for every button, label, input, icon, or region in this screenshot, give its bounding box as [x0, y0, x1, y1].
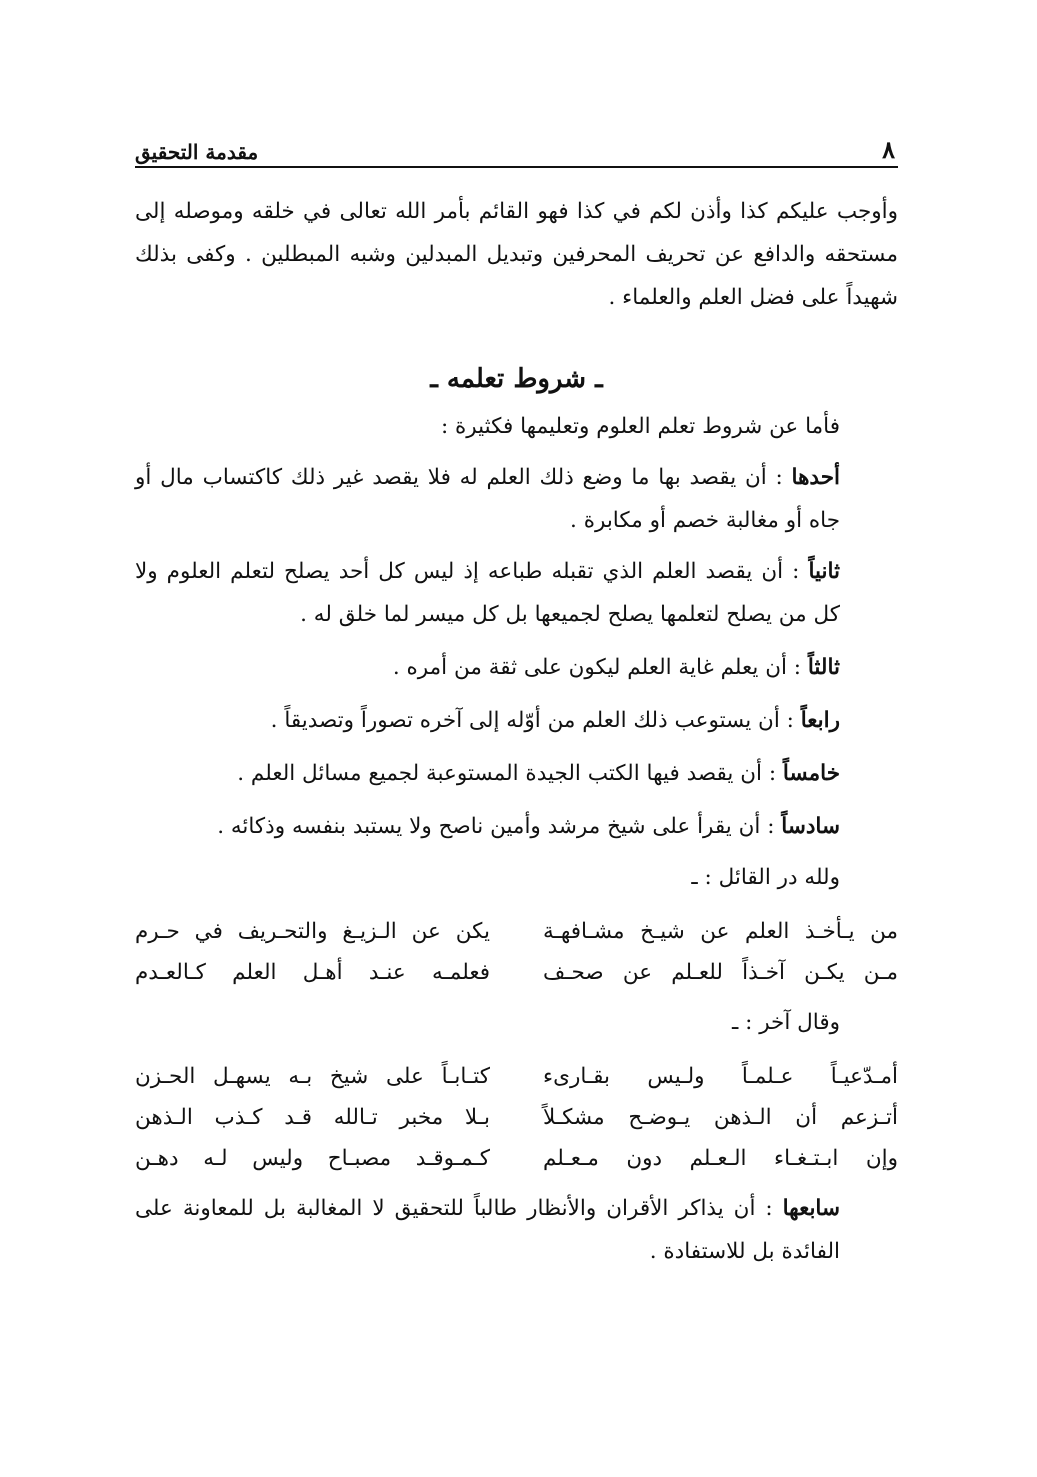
condition-text: : أن يذاكر الأقران والأنظار طالباً للتحقيق لا المغالبة بل للمعاونة على الفائدة بل للاستفادة .	[135, 1196, 840, 1264]
condition-6	[135, 805, 898, 848]
poem-verse	[135, 1138, 898, 1179]
poem-verse	[135, 1056, 898, 1097]
condition-4	[135, 699, 898, 742]
verse-first-hemistich: مـن يكـن آخـذاً للعـلم عن صحـف	[543, 960, 898, 985]
body-text	[135, 190, 898, 1273]
verse-second-hemistich: كتـابـاً على شيخ بـه يسهـل الحـزن	[135, 1064, 490, 1089]
condition-2	[135, 550, 898, 636]
condition-3	[135, 646, 898, 689]
verse-second-hemistich: فعلمـه عنـد أهـل العلم كـالعـدم	[135, 960, 490, 985]
header-rule	[135, 166, 898, 168]
condition-term: سابعها	[782, 1196, 840, 1221]
verse-second-hemistich: كـمـوقـد مصبـاح وليس لـه دهـن	[135, 1146, 490, 1171]
poem-2	[135, 1056, 898, 1179]
verse-first-hemistich: أمـدّعيـاً عـلمـاً ولـيس بقـارىء	[543, 1064, 898, 1089]
page-number: ٨	[882, 135, 895, 164]
condition-term: ثالثاً	[807, 655, 840, 680]
verse-first-hemistich: وإن ابـتـغـاء الـعـلم دون مـعـلم	[543, 1146, 898, 1171]
intro-paragraph: وأوجب عليكم كذا وأذن لكم في كذا فهو القائم بأمر الله تعالى في خلقه وموصله إلى مستحقه والدافع عن تحريف المحرفين وتبديل المبدلين وشبه المبطلين . وكفى بذلك شهيداً على فضل العلم والعلماء .	[135, 199, 898, 310]
condition-5	[135, 752, 898, 795]
poem-2-intro: وقال آخر : ـ	[731, 1010, 840, 1035]
condition-term: خامساً	[782, 761, 840, 786]
poem-1	[135, 911, 898, 993]
running-title: مقدمة التحقيق	[135, 140, 259, 164]
verse-first-hemistich: من يـأخـذ العلم عن شيـخ مشـافهـة	[543, 919, 898, 944]
condition-text: : أن يقصد فيها الكتب الجيدة المستوعبة لجميع مسائل العلم .	[237, 761, 783, 786]
lead-paragraph: فأما عن شروط تعلم العلوم وتعليمها فكثيرة :	[440, 414, 840, 439]
verse-first-hemistich: أتـزعم أن الـذهن يـوضـح مشكـلاً	[543, 1105, 898, 1130]
condition-term: ثانياً	[808, 559, 840, 584]
poem-verse	[135, 1097, 898, 1138]
condition-term: رابعاً	[800, 708, 840, 733]
condition-text: : أن يقصد العلم الذي تقبله طباعه إذ ليس كل أحد يصلح لتعلم العلوم ولا كل من يصلح لتعلمها يصلح لجميعها بل كل ميسر لما خلق له .	[135, 559, 840, 627]
verse-second-hemistich: يكن عن الـزيـغ والتحـريف في حـرم	[135, 919, 490, 944]
verse-second-hemistich: بـلا مخبر تـالله قـد كـذب الـذهن	[135, 1105, 490, 1130]
condition-term: سادساً	[781, 814, 840, 839]
section-heading: ـ شروط تعلمه ـ	[430, 364, 603, 394]
poem-verse	[135, 911, 898, 952]
poem-1-intro: ولله در القائل : ـ	[691, 865, 840, 890]
condition-text: : أن يقرأ على شيخ مرشد وأمين ناصح ولا يستبد بنفسه وذكائه .	[217, 814, 782, 839]
condition-term: أحدها	[791, 465, 840, 490]
condition-text: : أن يقصد بها ما وضع ذلك العلم له فلا يقصد غير ذلك كاكتساب مال أو جاه أو مغالبة خصم أو مكابرة .	[135, 465, 840, 533]
condition-text: : أن يعلم غاية العلم ليكون على ثقة من أمره .	[392, 655, 808, 680]
page-header	[135, 122, 895, 162]
poem-verse	[135, 952, 898, 993]
condition-text: : أن يستوعب ذلك العلم من أوّله إلى آخره تصوراً وتصديقاً .	[270, 708, 801, 733]
condition-7	[135, 1187, 898, 1273]
condition-1	[135, 456, 898, 542]
